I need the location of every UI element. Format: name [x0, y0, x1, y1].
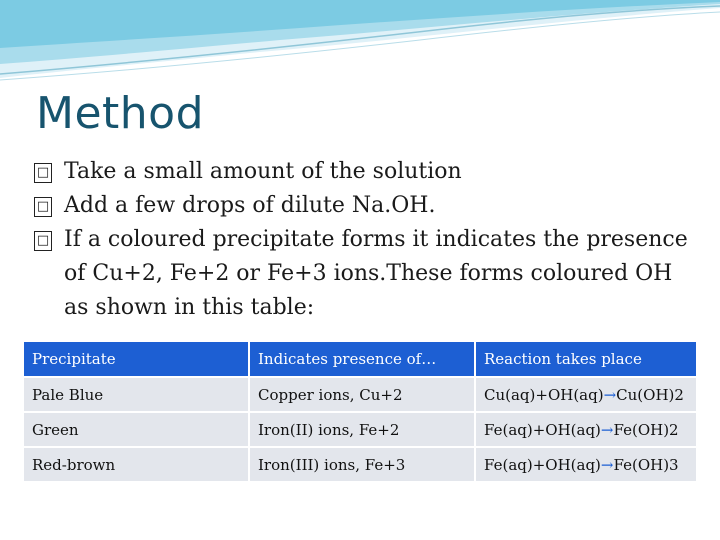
bullet-item	[34, 223, 694, 325]
bullet-item	[34, 155, 694, 189]
bullet-text: Add a few drops of dilute Na.OH.	[64, 193, 436, 218]
cell-reaction	[476, 413, 696, 446]
square-bullet-icon: □	[34, 231, 52, 251]
cell-precipitate: Green	[24, 413, 248, 446]
reaction-reactants: Fe(aq)+OH(aq)	[484, 420, 601, 439]
table-row	[24, 378, 696, 411]
reaction-product: Cu(OH)2	[616, 385, 684, 404]
cell-reaction	[476, 378, 696, 411]
cell-indicates: Iron(II) ions, Fe+2	[250, 413, 474, 446]
header-indicates: Indicates presence of…	[250, 342, 474, 376]
cell-reaction	[476, 448, 696, 481]
bullet-text: Take a small amount of the solution	[64, 159, 462, 184]
right-arrow-icon: →	[600, 420, 614, 439]
table-row	[24, 448, 696, 481]
cell-precipitate: Pale Blue	[24, 378, 248, 411]
slide-title: Method	[36, 88, 205, 139]
header-precipitate: Precipitate	[24, 342, 248, 376]
square-bullet-icon: □	[34, 197, 52, 217]
bullet-list	[34, 155, 694, 325]
square-bullet-icon: □	[34, 163, 52, 183]
bullet-item	[34, 189, 694, 223]
reaction-product: Fe(OH)3	[613, 455, 679, 474]
reaction-reactants: Cu(aq)+OH(aq)	[484, 385, 604, 404]
cell-indicates: Iron(III) ions, Fe+3	[250, 448, 474, 481]
precipitate-table	[22, 340, 698, 483]
header-reaction: Reaction takes place	[476, 342, 696, 376]
table-header-row	[24, 342, 696, 376]
cell-indicates: Copper ions, Cu+2	[250, 378, 474, 411]
reaction-reactants: Fe(aq)+OH(aq)	[484, 455, 601, 474]
cell-precipitate: Red-brown	[24, 448, 248, 481]
decorative-wave-banner	[0, 0, 720, 90]
bullet-text: If a coloured precipitate forms it indicates the presence of Cu+2, Fe+2 or Fe+3 ions.These forms coloured OH as shown in this table:	[64, 227, 688, 320]
right-arrow-icon: →	[603, 385, 617, 404]
table-row	[24, 413, 696, 446]
reaction-product: Fe(OH)2	[613, 420, 679, 439]
right-arrow-icon: →	[600, 455, 614, 474]
